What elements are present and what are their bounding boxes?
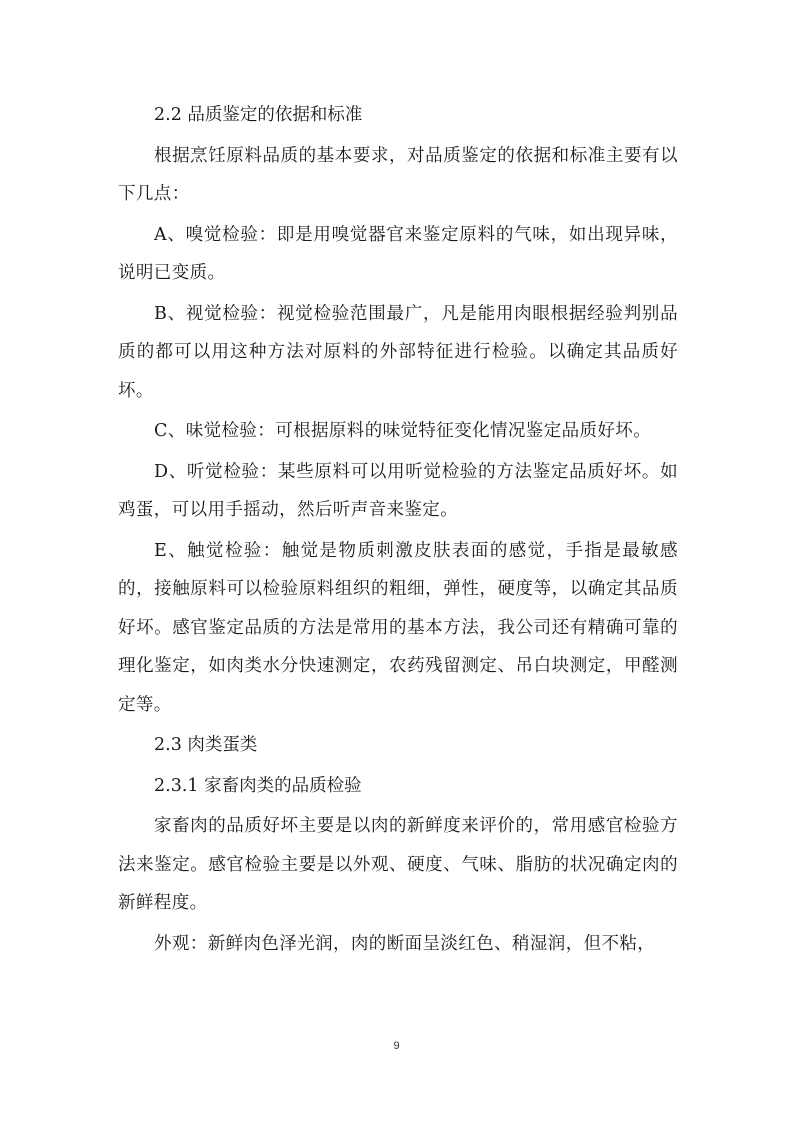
paragraph-smell-test: A、嗅觉检验：即是用嗅觉器官来鉴定原料的气味，如出现异味，说明已变质。 xyxy=(118,224,678,283)
section-heading-2-2: 2.2 品质鉴定的依据和标准 xyxy=(154,105,363,125)
paragraph-hearing-test: D、听觉检验：某些原料可以用听觉检验的方法鉴定品质好坏。如鸡蛋，可以用手摇动，然后听声音来鉴定。 xyxy=(118,461,678,520)
section-heading-2-3: 2.3 肉类蛋类 xyxy=(154,735,258,755)
paragraph-intro: 根据烹饪原料品质的基本要求，对品质鉴定的依据和标准主要有以下几点： xyxy=(118,145,678,204)
paragraph-appearance: 外观：新鲜肉色泽光润，肉的断面呈淡红色、稍湿润，但不粘， xyxy=(154,933,656,954)
paragraph-livestock-meat: 家畜肉的品质好坏主要是以肉的新鲜度来评价的，常用感官检验方法来鉴定。感官检验主要是以外观、硬度、气味、脂肪的状况确定肉的新鲜程度。 xyxy=(118,816,678,913)
paragraph-taste-test: C、味觉检验：可根据原料的味觉特征变化情况鉴定品质好坏。 xyxy=(154,421,652,441)
page-number: 9 xyxy=(393,1040,400,1052)
paragraph-visual-test: B、视觉检验：视觉检验范围最广，凡是能用肉眼根据经验判别品质的都可以用这种方法对原料的外部特征进行检验。以确定其品质好坏。 xyxy=(118,303,678,401)
section-heading-2-3-1: 2.3.1 家畜肉类的品质检验 xyxy=(154,775,362,796)
paragraph-touch-test: E、触觉检验：触觉是物质刺激皮肤表面的感觉，手指是最敏感的，接触原料可以检验原料组织的粗细，弹性，硬度等，以确定其品质好坏。感官鉴定品质的方法是常用的基本方法，我公司还有精确可靠的理化鉴定，如肉类水分快速测定，农药残留测定、吊白块测定，甲醛测定等。 xyxy=(118,540,678,715)
page-content xyxy=(118,96,678,965)
